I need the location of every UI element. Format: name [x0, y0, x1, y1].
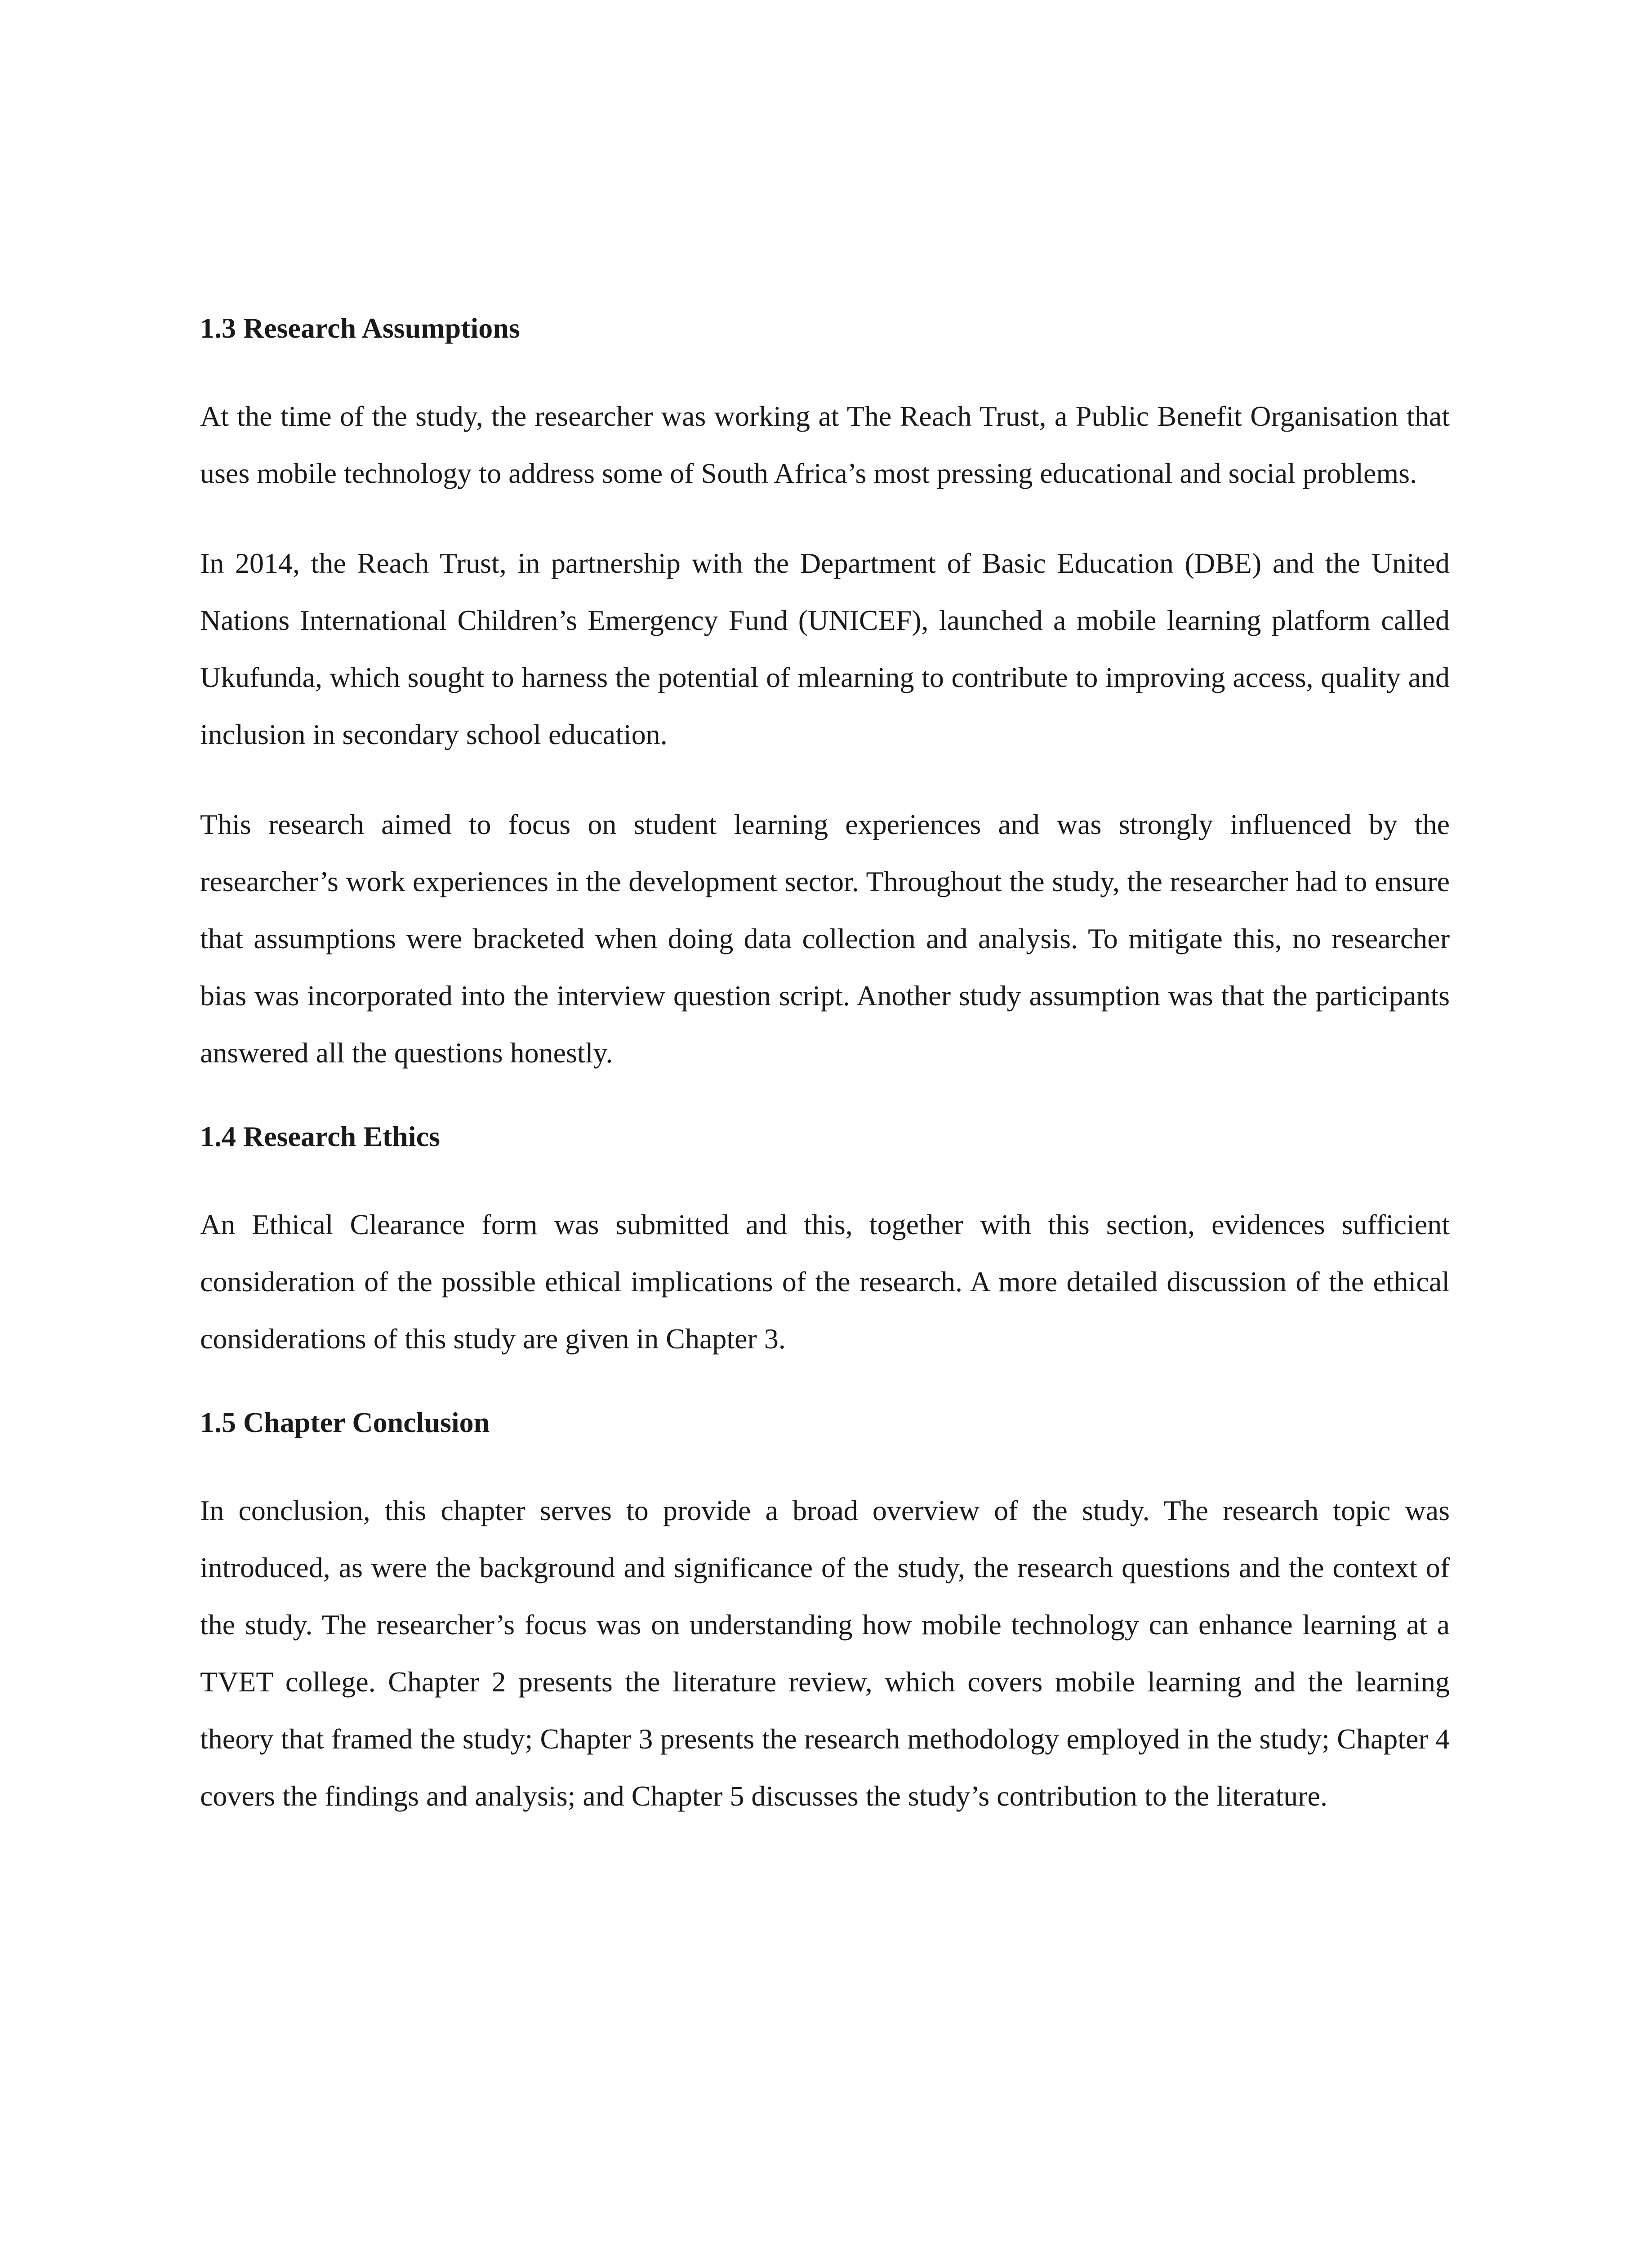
- document-body: [200, 306, 1450, 1824]
- section-heading-research-assumptions: 1.3 Research Assumptions: [200, 312, 520, 344]
- section-heading-research-ethics: 1.4 Research Ethics: [200, 1120, 440, 1152]
- paragraph: In conclusion, this chapter serves to provide a broad overview of the study. The research topic was introduced, as were the background and significance of the study, the research questions and the context of the study. The researcher’s focus was on understanding how mobile technology can enhance learning at a TVET college. Chapter 2 presents the literature review, which covers mobile learning and the learning theory that framed the study; Chapter 3 presents the research methodology employed in the study; Chapter 4 covers the findings and analysis; and Chapter 5 discusses the study’s contribution to the literature.: [200, 1494, 1450, 1812]
- paragraph: In 2014, the Reach Trust, in partnership with the Department of Basic Education (DBE) and the United Nations International Children’s Emergency Fund (UNICEF), launched a mobile learning platform called Ukufunda, which sought to harness the potential of mlearning to contribute to improving access, quality and inclusion in secondary school education.: [200, 547, 1450, 750]
- paragraph: At the time of the study, the researcher was working at The Reach Trust, a Public Benefit Organisation that uses mobile technology to address some of South Africa’s most pressing educational and social problems.: [200, 400, 1450, 489]
- section-heading-chapter-conclusion: 1.5 Chapter Conclusion: [200, 1406, 490, 1438]
- paragraph: An Ethical Clearance form was submitted and this, together with this section, evidences sufficient consideration of the possible ethical implications of the research. A more detailed discussion of the ethical considerations of this study are given in Chapter 3.: [200, 1209, 1450, 1355]
- paragraph: This research aimed to focus on student learning experiences and was strongly influenced by the researcher’s work experiences in the development sector. Throughout the study, the researcher had to ensure that assumptions were bracketed when doing data collection and analysis. To mitigate this, no researcher bias was incorporated into the interview question script. Another study assumption was that the participants answered all the questions honestly.: [200, 808, 1450, 1069]
